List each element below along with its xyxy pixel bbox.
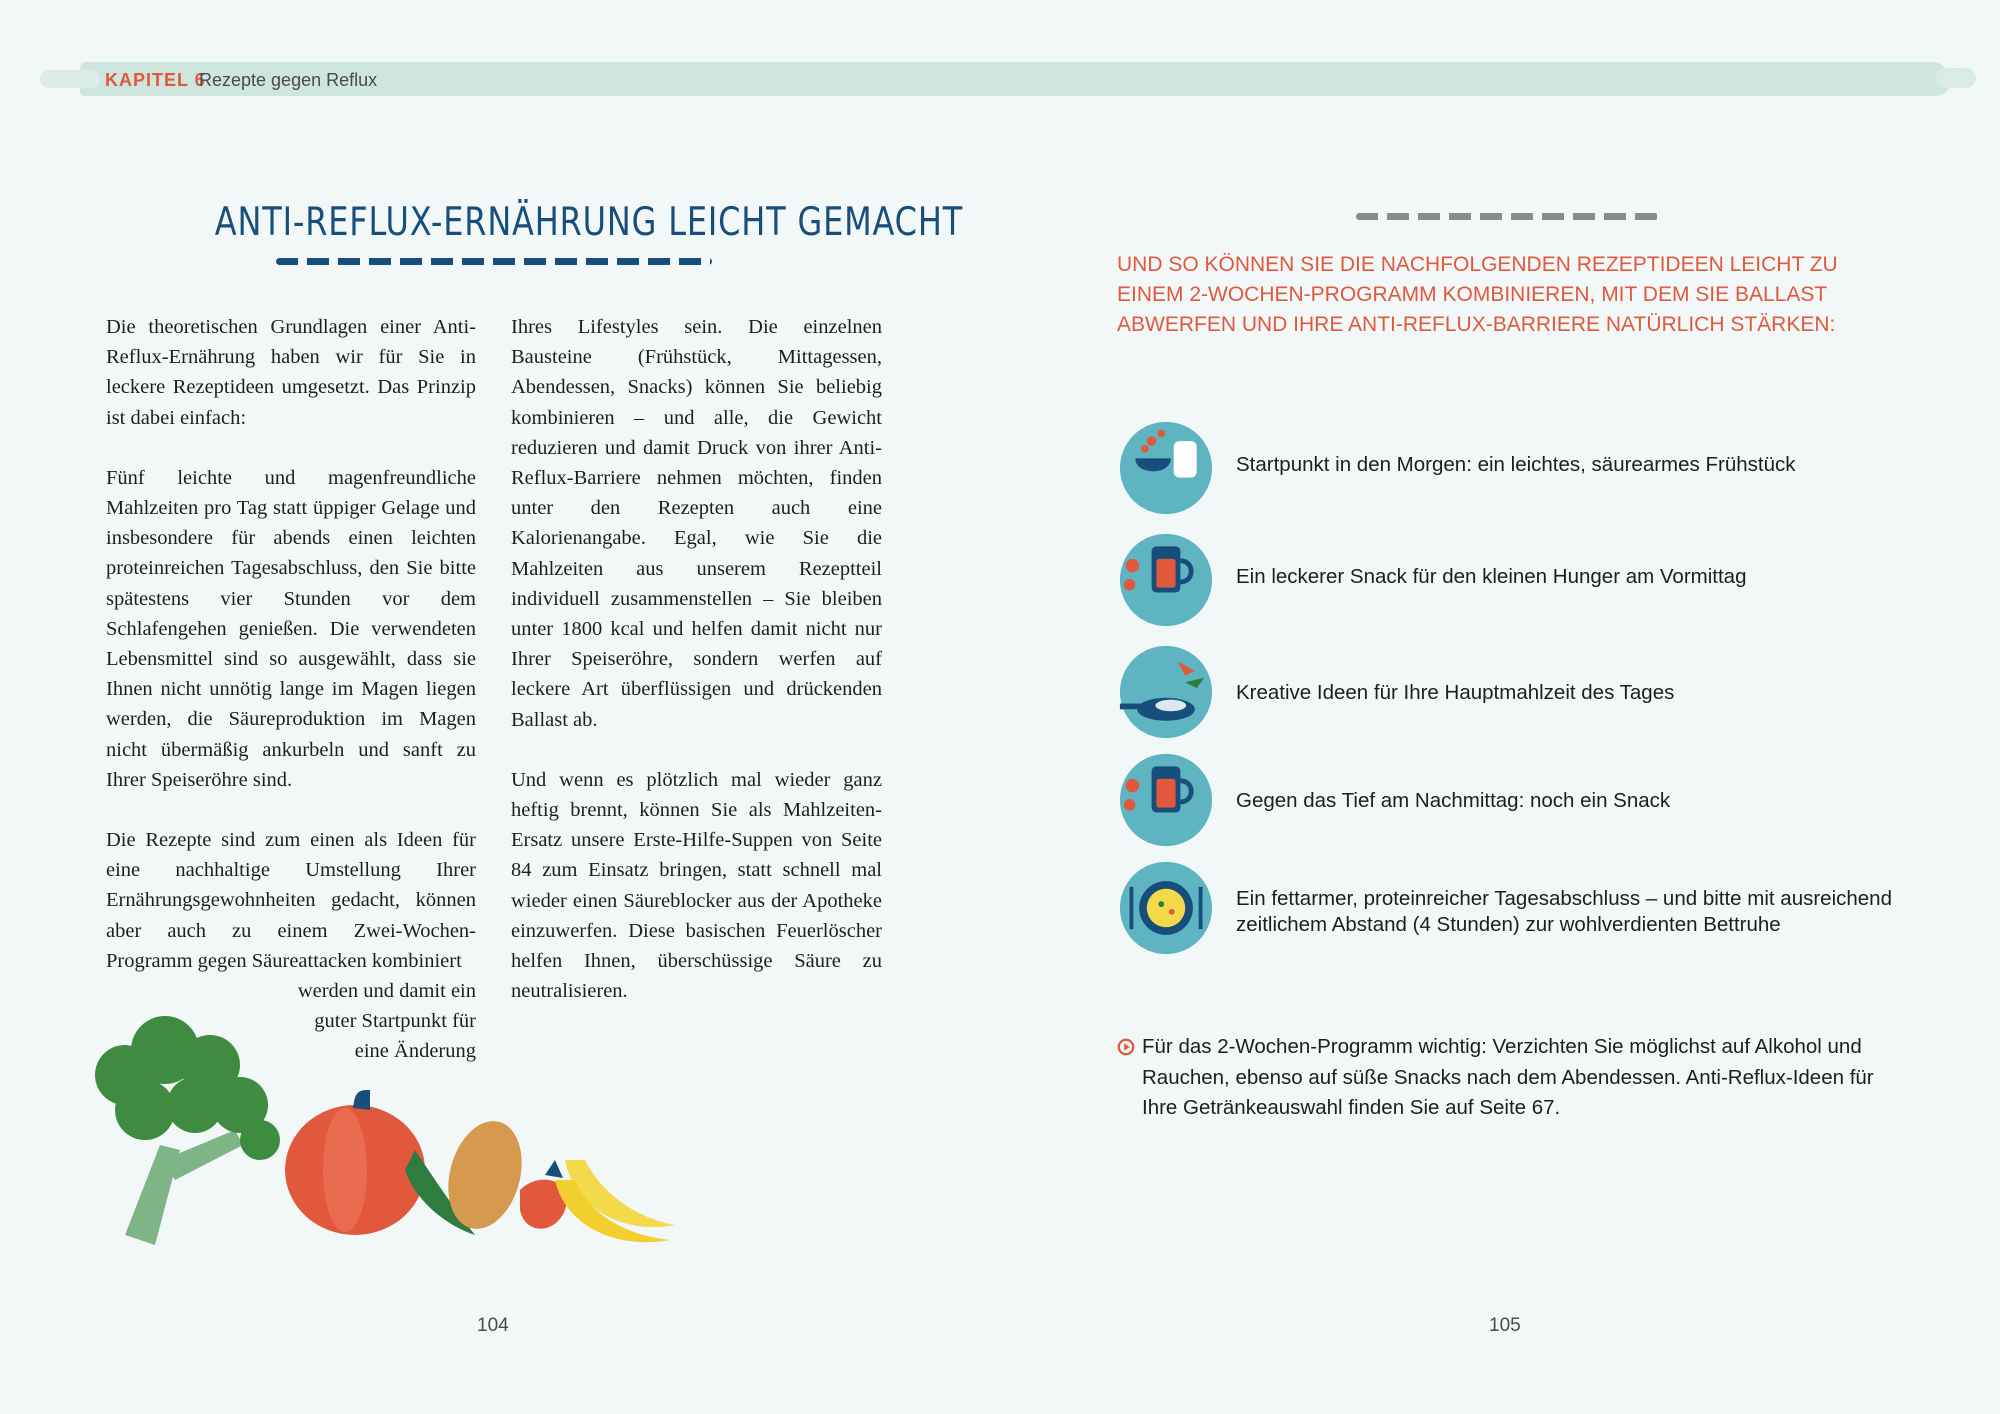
paragraph: Und wenn es plötzlich mal wieder ganz heftig brennt, können Sie als Mahlzeiten-Ersatz unsere Erste-Hilfe-Suppen von Seite 84 zum Einsatz bringen, statt schnell mal wieder einen Säureblocker aus der Apotheke einzuwerfen. Diese basischen Feuerlöscher helfen Ihnen, überschüssige Säure zu neutralisieren. xyxy=(511,768,882,1003)
paragraph: Fünf leichte und magenfreundliche Mahlzeiten pro Tag statt üppiger Gelage und insbesondere für abends einen leichten proteinreichen Tagesabschluss, den Sie bitte spätestens vier Stunden vor dem Schlafengehen genießen. Die verwendeten Lebensmittel sind so ausgewählt, dass sie Ihnen nicht unnötig lange im Magen liegen werden, die Säureproduktion im Magen nicht übermäßig ankurbeln und sanft zu Ihrer Speiseröhre sind. xyxy=(106,466,476,791)
strawberry-illustration xyxy=(520,1160,567,1229)
pumpkin-illustration xyxy=(285,1090,425,1235)
play-bullet-icon xyxy=(1117,1038,1135,1056)
page-title: ANTI-REFLUX-ERNÄHRUNG LEICHT GEMACHT xyxy=(214,200,964,245)
broccoli-illustration xyxy=(95,1016,280,1245)
list-item-text: Startpunkt in den Morgen: ein leichtes, säurearmes Frühstück xyxy=(1236,453,1796,476)
paragraph: Die Rezepte sind zum einen als Ideen für eine nachhaltige Umstellung Ihrer Ernährungsgewohnheiten gedacht, können aber auch zu einem Zwei-Wochen-Programm gegen Säureattacken kombiniert xyxy=(106,829,476,972)
list-item-snack-morning xyxy=(1110,532,1910,632)
text-line: werden und damit ein xyxy=(297,980,476,1003)
page-number-right: 105 xyxy=(1489,1315,1521,1336)
banana-illustration xyxy=(555,1160,675,1242)
list-item-text: Ein leckerer Snack für den kleinen Hunger am Vormittag xyxy=(1236,565,1747,588)
note-text: Für das 2-Wochen-Programm wichtig: Verzichten Sie möglichst auf Alkohol und Rauchen, ebenso auf süße Snacks nach dem Abendessen. Anti-Reflux-Ideen für Ihre Getränkeauswahl finden Sie auf Seite 67. xyxy=(1142,1035,1874,1119)
lunch-icon xyxy=(1118,644,1214,740)
dinner-icon xyxy=(1118,860,1214,956)
snacks-icon xyxy=(1118,752,1214,848)
intro-text: UND SO KÖNNEN SIE DIE NACHFOLGENDEN REZEPTIDEEN LEICHT ZU EINEM 2-WOCHEN-PROGRAMM KOMBINIEREN, MIT DEM SIE BALLAST ABWERFEN UND IHRE ANTI-REFLUX-BARRIERE NATÜRLICH STÄRKEN: xyxy=(1117,253,1838,336)
text-column-1 xyxy=(106,312,476,1067)
snacks-icon xyxy=(1118,532,1214,628)
list-item-dinner xyxy=(1110,860,1910,960)
text-line: guter Startpunkt für xyxy=(314,1010,476,1033)
text-column-2 xyxy=(511,312,882,1006)
list-item-text: Gegen das Tief am Nachmittag: noch ein Snack xyxy=(1236,789,1671,812)
title-underline xyxy=(276,258,712,265)
chapter-title: Rezepte gegen Reflux xyxy=(199,70,378,90)
text-line: eine Änderung xyxy=(354,1040,476,1063)
chapter-label: KAPITEL 6 xyxy=(105,70,206,90)
list-item-breakfast xyxy=(1110,420,1910,520)
page-number-left: 104 xyxy=(477,1315,509,1336)
paragraph: Die theoretischen Grundlagen einer Anti-Reflux-Ernährung haben wir für Sie in leckere Rezeptideen umgesetzt. Das Prinzip ist dabei einfach: xyxy=(106,316,476,429)
list-item-lunch xyxy=(1110,644,1910,744)
vegetables-illustration xyxy=(85,1010,685,1260)
breakfast-icon xyxy=(1118,420,1214,516)
intro-dashed-rule xyxy=(1356,213,1658,220)
list-item-text: Kreative Ideen für Ihre Hauptmahlzeit des Tages xyxy=(1236,681,1675,704)
list-item-snack-afternoon xyxy=(1110,752,1910,852)
list-item-text: Ein fettarmer, proteinreicher Tagesabschluss – und bitte mit ausreichend zeitlichem Abstand (4 Stunden) zur wohlverdienten Bettruhe xyxy=(1236,887,1892,936)
paragraph: Ihres Lifestyles sein. Die einzelnen Bausteine (Frühstück, Mittagessen, Abendessen, Snacks) können Sie beliebig kombinieren – und alle, die Gewicht reduzieren und damit Druck von ihrer Anti-Reflux-Barriere nehmen möchten, finden unter den Rezepten auch eine Kalorienangabe. Egal, wie Sie die Mahlzeiten aus unserem Rezeptteil individuell zusammenstellen – Sie bleiben unter 1800 kcal und helfen damit nicht nur Ihrer Speiseröhre, sondern werfen auf leckere Art überflüssigen und drückenden Ballast ab. xyxy=(511,316,882,731)
